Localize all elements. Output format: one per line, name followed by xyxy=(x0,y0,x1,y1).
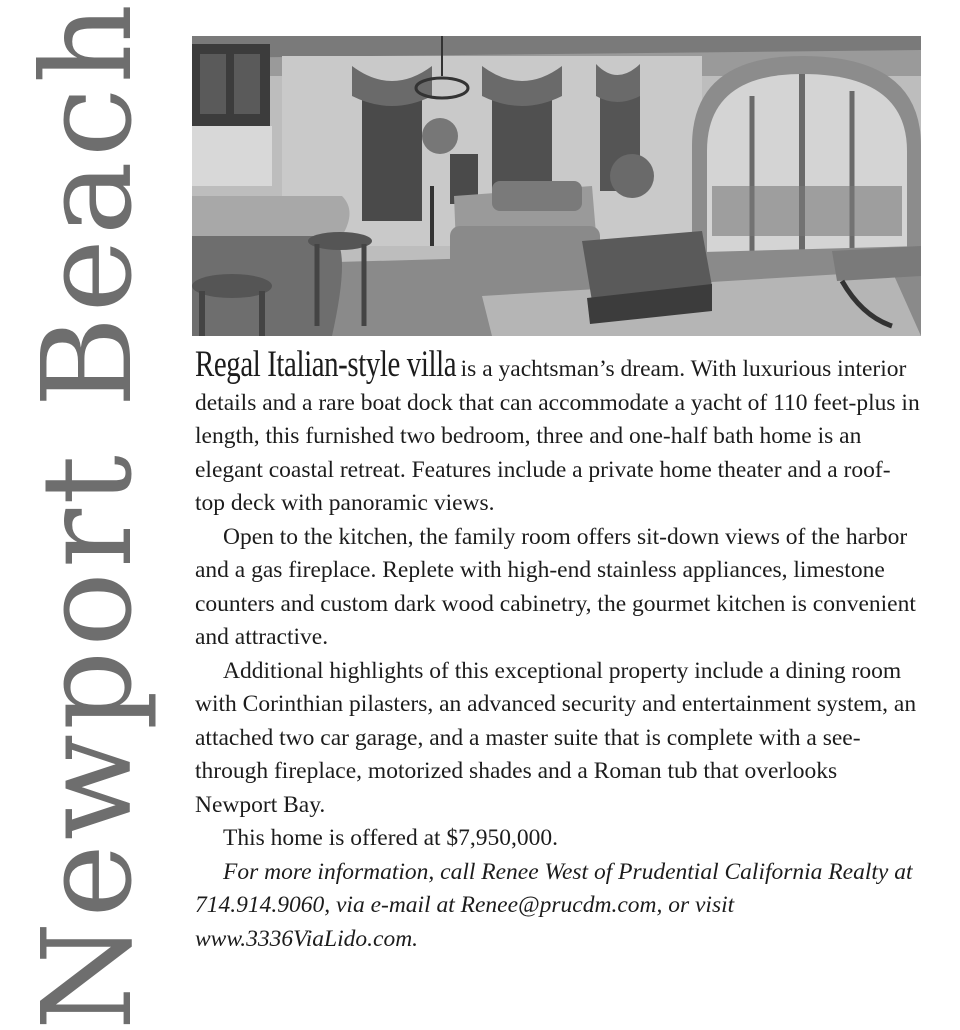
headline: Regal Italian-style villa xyxy=(195,344,457,385)
masthead-vertical xyxy=(16,0,160,1030)
paragraph-3: Additional highlights of this exceptional property include a dining room with Corinthian pilasters, an advanced security and entertainment system, an attached two car garage, and a master suite that is complete with a see-through fireplace, motorized shades and a Roman tub that overlooks Newport Bay. xyxy=(195,657,917,818)
article-body xyxy=(195,344,920,956)
property-photo xyxy=(192,36,921,336)
masthead-city: Newport Beach xyxy=(16,0,160,1030)
lead-text: is a yachtsman’s dream. With luxurious interior details and a rare boat dock that can accommodate a yacht of 110 feet-plus in length, this furnished two bedroom, three and one-half bath home is an elegant coastal retreat. Features include a private home theater and a roof-top deck with panoramic views. xyxy=(195,356,920,516)
price-line: This home is offered at $7,950,000. xyxy=(223,825,559,851)
lead-paragraph xyxy=(195,344,920,521)
contact-info: For more information, call Renee West of Prudential California Realty at 714.914.9060, via e-mail at Renee@prucdm.com, or visit www.3336ViaLido.com. xyxy=(195,858,913,952)
paragraph-2: Open to the kitchen, the family room offers sit-down views of the harbor and a gas fireplace. Replete with high-end stainless appliances, limestone counters and custom dark wood cabinetry, the gourmet kitchen is convenient and attractive. xyxy=(195,523,916,650)
